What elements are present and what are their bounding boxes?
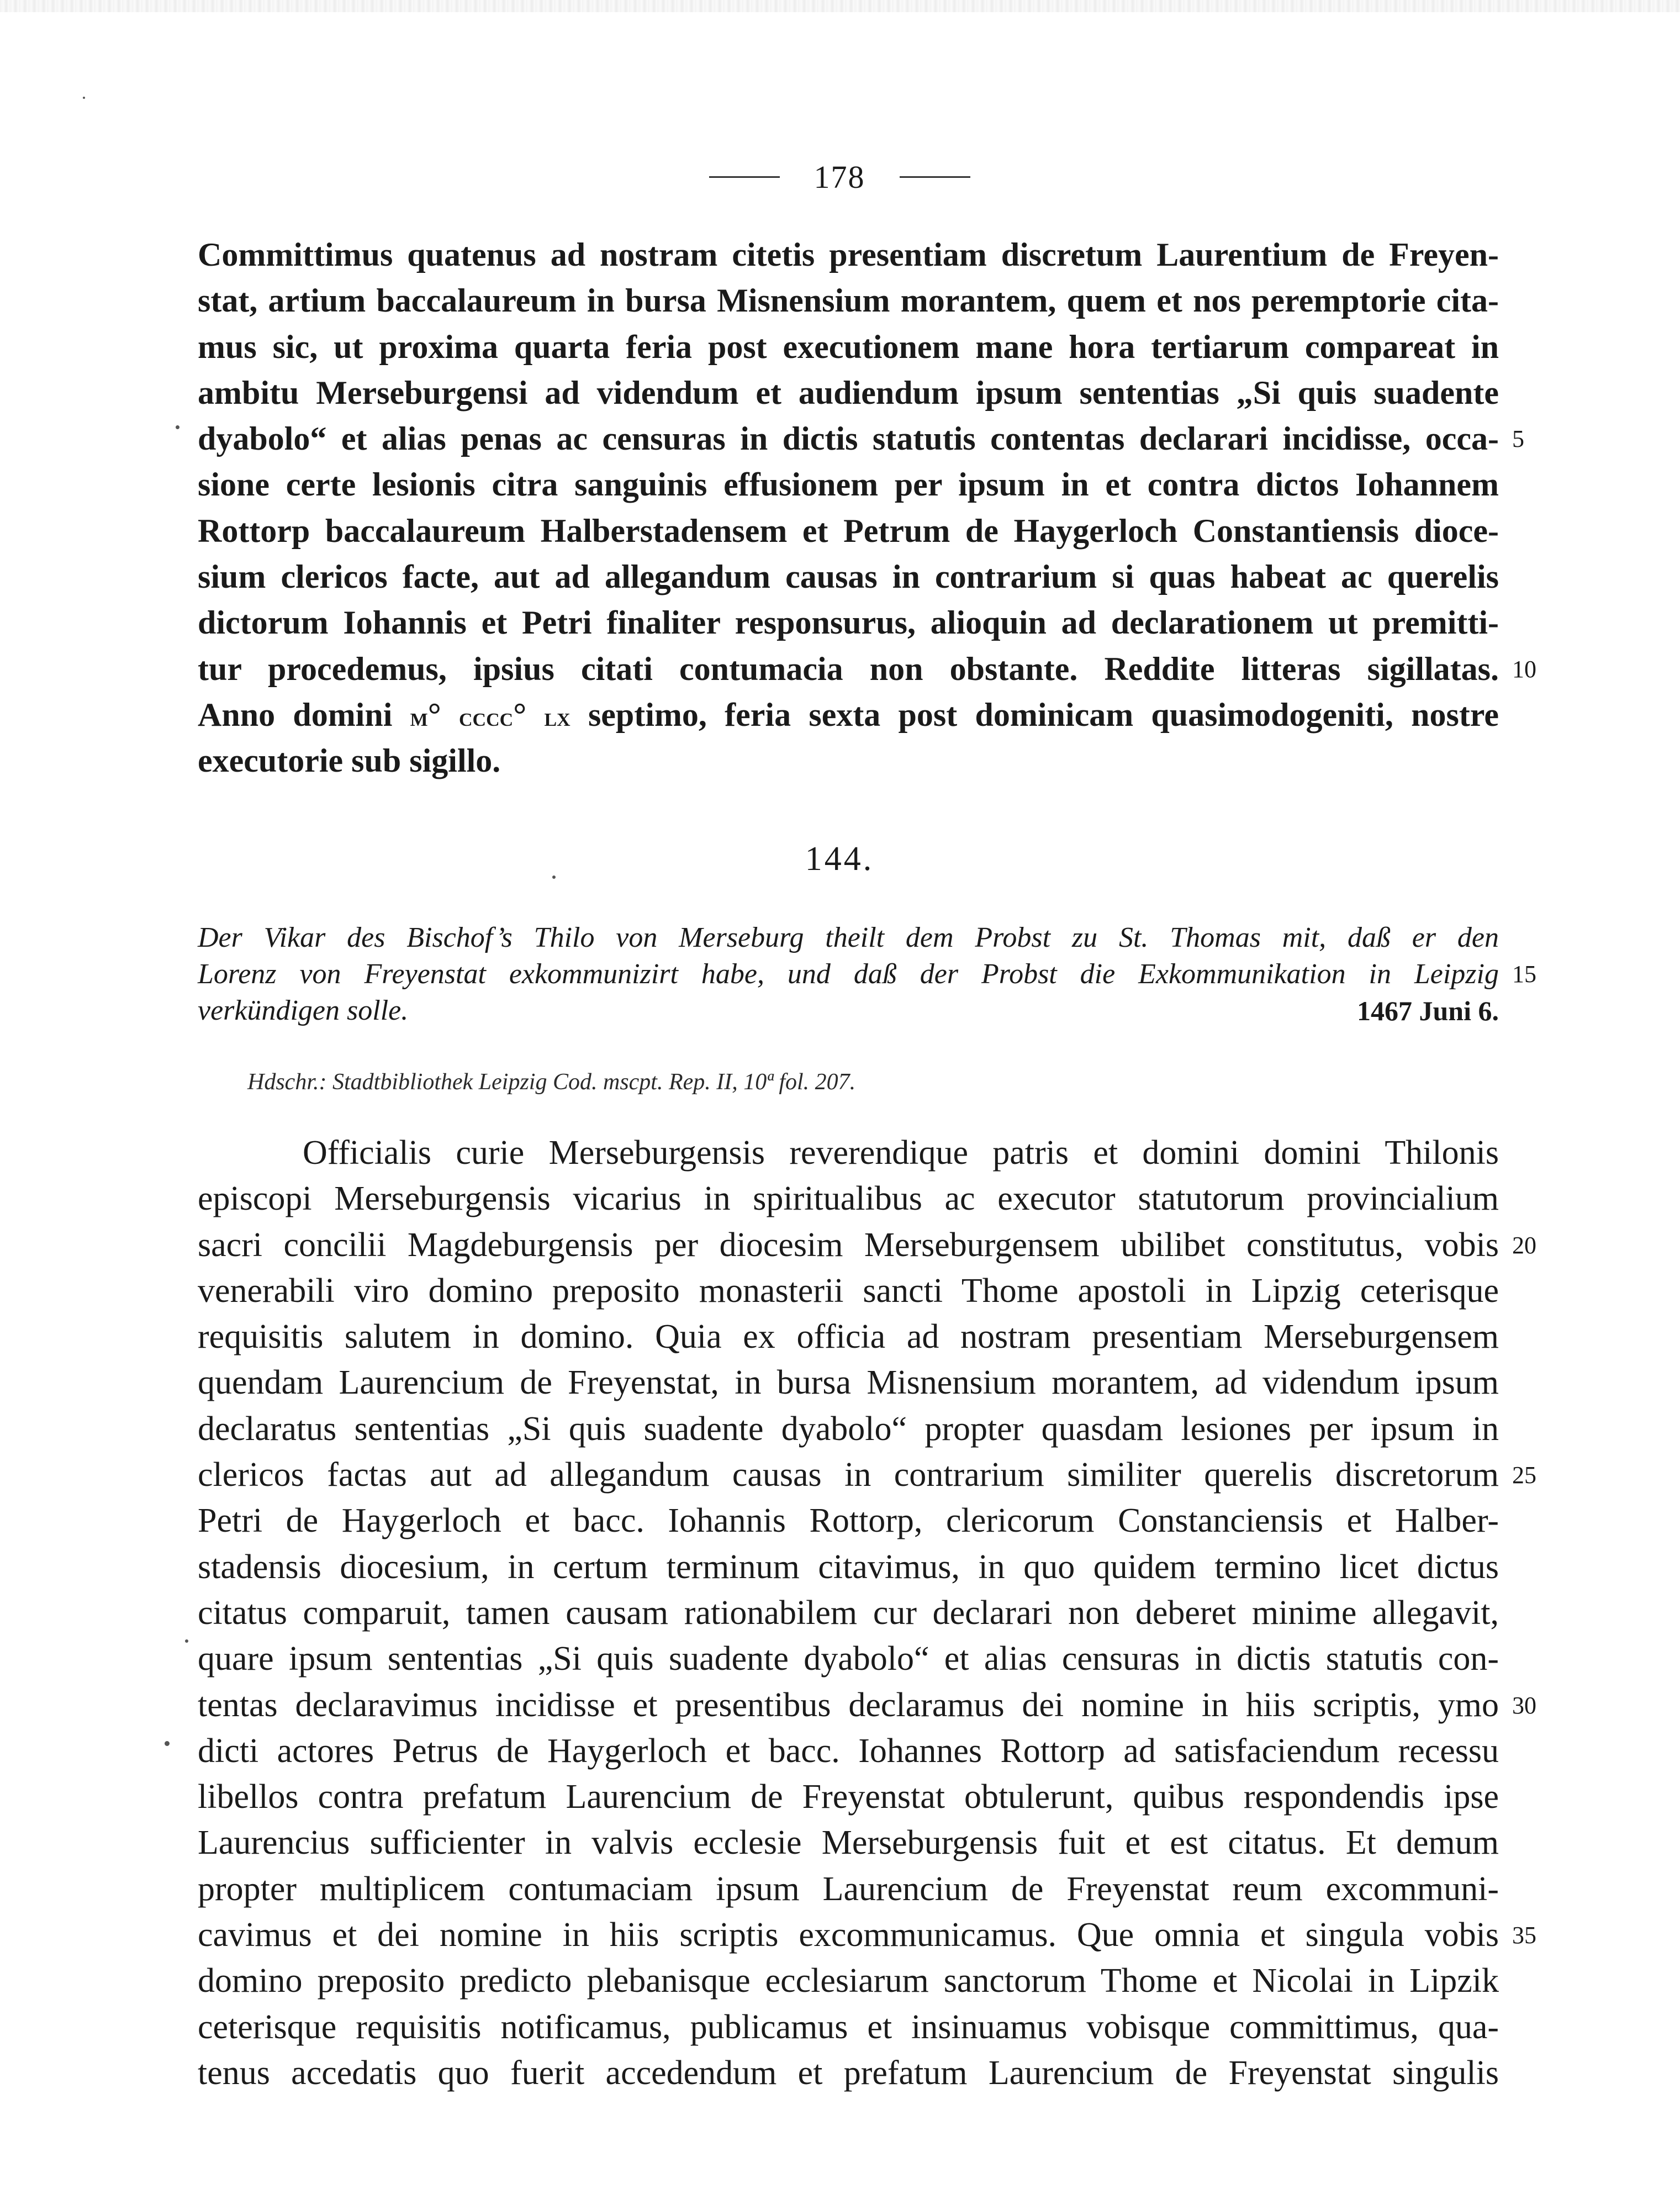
text-line: mus sic, ut proxima quarta feria post executionem mane hora tertiarum compareat in <box>198 328 1499 365</box>
header-dash-left <box>709 176 780 178</box>
scan-speck <box>176 425 179 429</box>
text-line: tur procedemus, ipsius citati contumacia non obstante. Reddite litteras sigillatas. 10 <box>198 646 1499 692</box>
text-line: episcopi Merseburgensis vicarius in spiritualibus ac executor statutorum provincialium <box>198 1180 1499 1218</box>
text-line: dyabolo“ et alias penas ac censuras in dictis statutis contentas declarari incidisse, occa- 5 <box>198 416 1499 462</box>
text-line: cavimus et dei nomine in hiis scriptis excommunicamus. Que omnia et singula vobis 35 <box>198 1912 1499 1958</box>
text-line: libellos contra prefatum Laurencium de Freyenstat obtulerunt, quibus respondendis ipse <box>198 1778 1499 1816</box>
text-line: clericos factas aut ad allegandum causas in contrarium similiter querelis discretorum 25 <box>198 1452 1499 1498</box>
text-line: sione certe lesionis citra sanguinis effusionem per ipsum in et contra dictos Iohannem <box>198 466 1499 503</box>
regest-line: verkündigen solle. 1467 Juni 6. <box>198 993 1499 1029</box>
text-line: stadensis diocesium, in certum terminum citavimus, in quo quidem termino licet dictus <box>198 1548 1499 1586</box>
text-line: executorie sub sigillo. <box>198 742 501 779</box>
text-block-document <box>198 1130 1536 2096</box>
regest-line: Lorenz von Freyenstat exkommunizirt habe, und daß der Probst die Exkommunikation in Leipzig 15 <box>198 956 1499 993</box>
page-number: 178 <box>813 159 865 195</box>
regest-line: Der Vikar des Bischof’s Thilo von Merseburg theilt dem Probst zu St. Thomas mit, daß er den <box>198 922 1499 953</box>
text-block-continuation <box>198 232 1536 784</box>
text-line: requisitis salutem in domino. Quia ex officia ad nostram presentiam Merseburgensem <box>198 1318 1499 1356</box>
line-number: 5 <box>1512 425 1524 453</box>
scan-edge-noise <box>0 0 1680 12</box>
line-number: 20 <box>1512 1231 1536 1259</box>
text-line: dicti actores Petrus de Haygerloch et bacc. Iohannes Rottorp ad satisfaciendum recessu <box>198 1732 1499 1770</box>
text-line: Rottorp baccalaureum Halberstadensem et Petrum de Haygerloch Constantiensis dioce- <box>198 512 1499 549</box>
text-line: quendam Laurencium de Freyenstat, in bursa Misnensium morantem, ad videndum ipsum <box>198 1364 1499 1402</box>
scan-speck <box>185 1639 188 1643</box>
text-line: sium clericos facte, aut ad allegandum causas in contrarium si quas habeat ac querelis <box>198 558 1499 595</box>
line-number: 25 <box>1512 1462 1536 1489</box>
text-line: Laurencius sufficienter in valvis ecclesie Merseburgensis fuit et est citatus. Et demum <box>198 1824 1499 1862</box>
page-header <box>690 157 989 196</box>
scan-speck <box>83 97 85 99</box>
text-line: domino preposito predicto plebanisque ecclesiarum sanctorum Thome et Nicolai in Lipzik <box>198 1962 1499 2000</box>
text-line: declaratus sententias „Si quis suadente dyabolo“ propter quasdam lesiones per ipsum in <box>198 1410 1499 1448</box>
text-line: Officialis curie Merseburgensis reverendique patris et domini domini Thilonis <box>303 1134 1499 1172</box>
scan-speck <box>165 1741 170 1746</box>
header-dash-right <box>900 176 970 178</box>
text-line: citatus comparuit, tamen causam rationabilem cur declarari non deberet minime allegavit, <box>198 1594 1499 1632</box>
text-line: tenus accedatis quo fuerit accedendum et prefatum Laurencium de Freyenstat singulis <box>198 2054 1499 2092</box>
text-line: sacri concilii Magdeburgensis per diocesim Merseburgensem ubilibet constitutus, vobis 20 <box>198 1222 1499 1268</box>
text-line: ceterisque requisitis notificamus, publicamus et insinuamus vobisque committimus, qua- <box>198 2008 1499 2046</box>
text-line: ambitu Merseburgensi ad videndum et audiendum ipsum sententias „Si quis suadente <box>198 374 1499 411</box>
text-line: quare ipsum sententias „Si quis suadente dyabolo“ et alias censuras in dictis statutis con- <box>198 1640 1499 1678</box>
text-line: stat, artium baccalaureum in bursa Misnensium morantem, quem et nos peremptorie cita- <box>198 282 1499 319</box>
text-line: Petri de Haygerloch et bacc. Iohannis Rottorp, clericorum Constanciensis et Halber- <box>198 1502 1499 1540</box>
text-line: dictorum Iohannis et Petri finaliter responsurus, alioquin ad declarationem ut premitti- <box>198 604 1499 641</box>
text-line: tentas declaravimus incidisse et presentibus declaramus dei nomine in hiis scriptis, ymo 30 <box>198 1682 1499 1728</box>
line-number: 30 <box>1512 1691 1536 1719</box>
document-date: 1467 Juni 6. <box>1356 995 1499 1026</box>
regest-summary <box>198 920 1536 1029</box>
document-number: 144. <box>805 840 874 878</box>
text-line: venerabili viro domino preposito monasterii sancti Thome apostoli in Lipzig ceterisque <box>198 1272 1499 1310</box>
scan-speck <box>552 875 556 879</box>
line-number: 15 <box>1512 961 1536 988</box>
line-number: 10 <box>1512 655 1536 683</box>
line-number: 35 <box>1512 1922 1536 1949</box>
text-line: Committimus quatenus ad nostram citetis presentiam discretum Laurentium de Freyen- <box>198 236 1499 273</box>
text-line: propter multiplicem contumaciam ipsum Laurencium de Freyenstat reum excommuni- <box>198 1870 1499 1908</box>
text-line-date: Anno domini m° cccc° lx septimo, feria sexta post dominicam quasimodogeniti, nostre <box>198 696 1499 733</box>
source-note: Hdschr.: Stadtbibliothek Leipzig Cod. mscpt. Rep. II, 10ª fol. 207. <box>247 1069 856 1095</box>
